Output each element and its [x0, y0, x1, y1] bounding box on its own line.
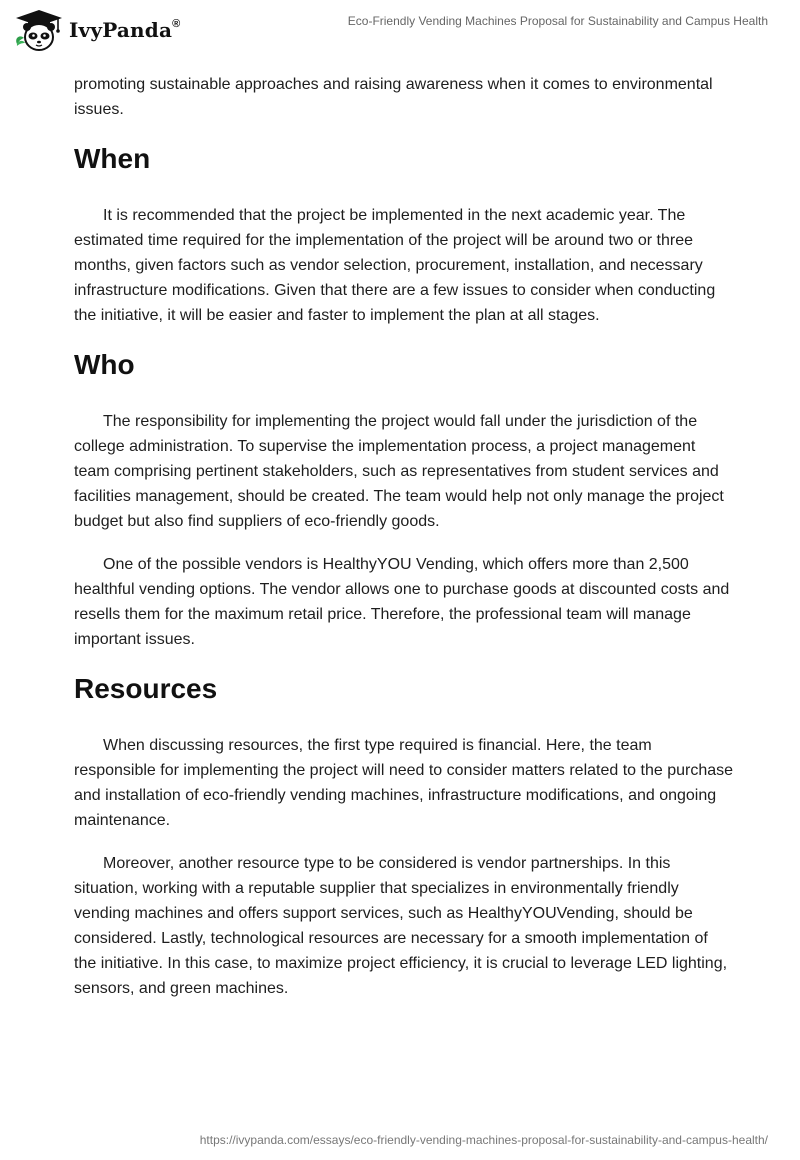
source-url-link[interactable]: https://ivypanda.com/essays/eco-friendly-vending-machines-proposal-for-sustainability-and-campus-health/	[199, 1133, 768, 1147]
paragraph: Moreover, another resource type to be considered is vendor partnerships. In this situation, working with a reputable supplier that specializes in environmentally friendly vending machines and offers support services, such as HealthyYOUVending, should be considered. Lastly, technological resources are necessary for a smooth implementation of the initiative. In this case, to maximize project efficiency, it is crucial to leverage LED lighting, sensors, and green machines.	[74, 855, 728, 997]
intro-continuation-paragraph: promoting sustainable approaches and raising awareness when it comes to environmental issues.	[74, 76, 713, 118]
document-title: Eco-Friendly Vending Machines Proposal for Sustainability and Campus Health	[347, 14, 768, 28]
panda-graduate-icon	[14, 8, 64, 52]
document-body	[74, 72, 734, 1001]
paragraph: When discussing resources, the first type required is financial. Here, the team responsible for implementing the project will need to consider matters related to the purchase and installation of eco-friendly vending machines, infrastructure modifications, and ongoing maintenance.	[74, 737, 734, 829]
paragraph: The responsibility for implementing the project would fall under the jurisdiction of the college administration. To supervise the implementation process, a project management team comprising pertinent stakeholders, such as representatives from student services and facilities management, should be created. The team would help not only manage the project budget but also find suppliers of eco-friendly goods.	[74, 413, 724, 530]
section-heading-who: Who	[74, 349, 135, 380]
section-heading-resources: Resources	[74, 673, 218, 704]
page-header	[0, 0, 800, 60]
paragraph: One of the possible vendors is HealthyYOU Vending, which offers more than 2,500 healthful vending options. The vendor allows one to purchase goods at discounted costs and resells them for the maximum retail price. Therefore, the professional team will manage important issues.	[74, 556, 730, 648]
ivypanda-logo[interactable]	[14, 8, 180, 52]
paragraph: It is recommended that the project be implemented in the next academic year. The estimated time required for the implementation of the project will be around two or three months, given factors such as vendor selection, procurement, installation, and necessary infrastructure modifications. Given that there are a few issues to consider when conducting the initiative, it will be easier and faster to implement the plan at all stages.	[74, 207, 716, 324]
logo-text: IvyPanda®	[69, 18, 181, 42]
section-heading-when: When	[74, 143, 151, 174]
